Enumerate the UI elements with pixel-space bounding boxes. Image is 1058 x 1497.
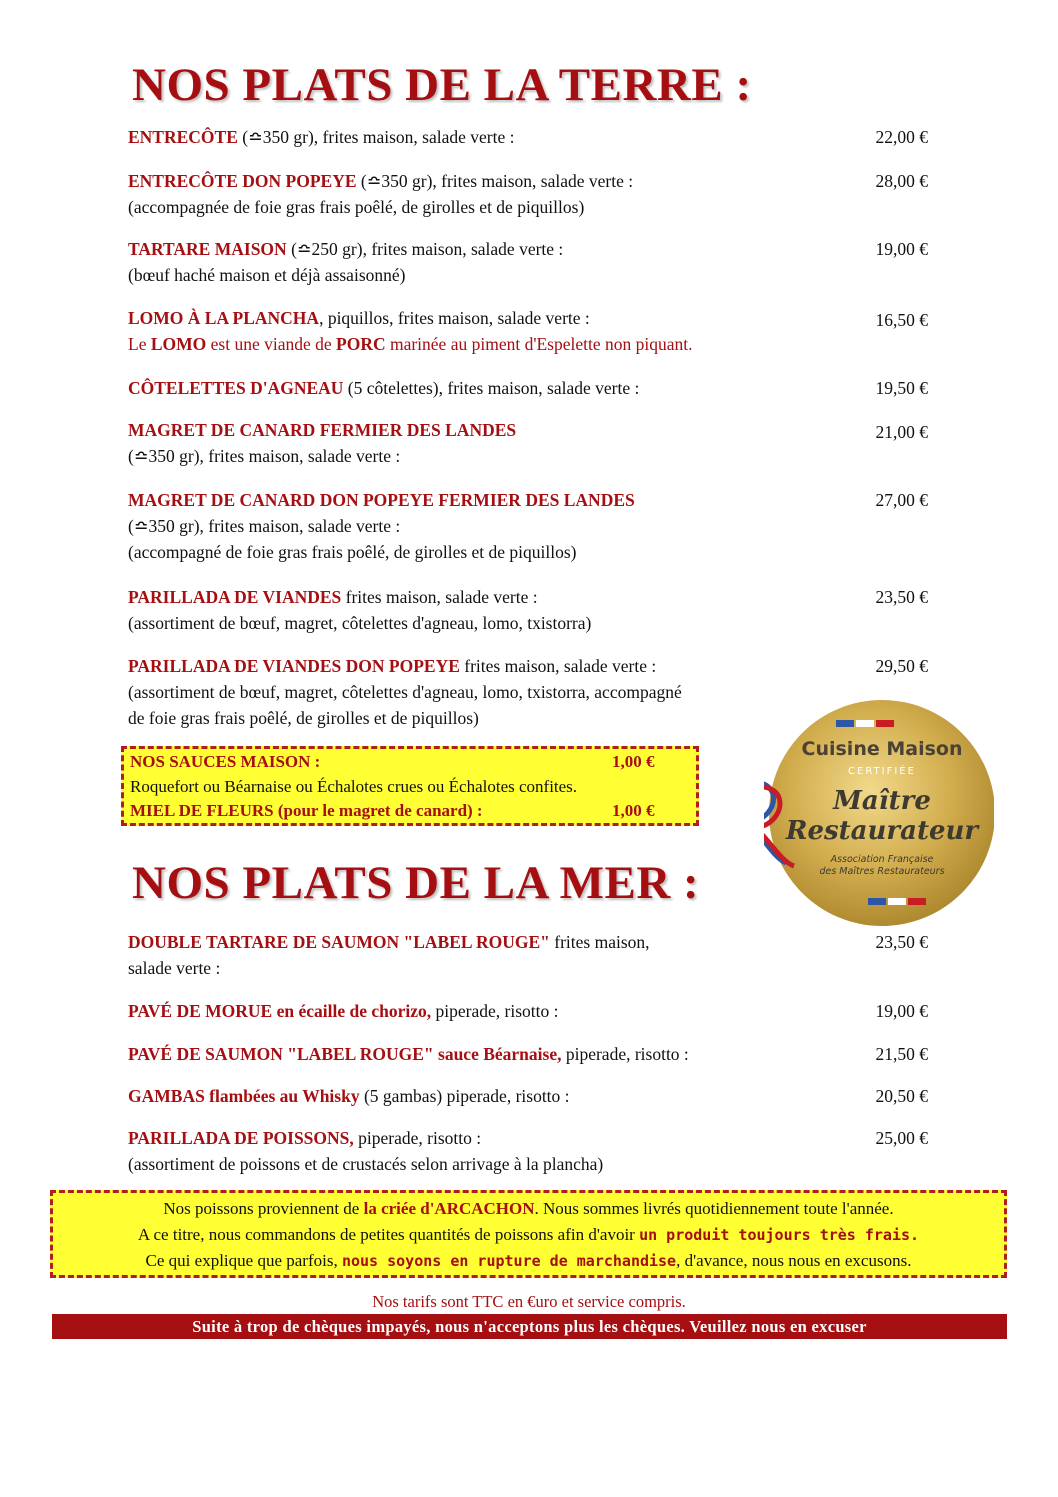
dish-name: TARTARE MAISON [128, 239, 287, 259]
dish-desc: (≏250 gr), frites maison, salade verte : [286, 239, 564, 259]
tarifs-note: Nos tarifs sont TTC en €uro et service compris. [372, 1292, 686, 1311]
sauces-list: Roquefort ou Béarnaise ou Échalotes crues ou Échalotes confites. [130, 777, 578, 796]
dish-detail: (assortiment de poissons et de crustacés selon arrivage à la plancha) [128, 1154, 604, 1174]
menu-item [128, 305, 828, 357]
dish-desc: , piquillos, frites maison, salade verte : [319, 308, 590, 328]
menu-item [128, 417, 828, 469]
dish-detail: (accompagné de foie gras frais poêlé, de girolles et de piquillos) [128, 542, 577, 562]
sauces-box [121, 746, 699, 826]
dish-name: CÔTELETTES D'AGNEAU [128, 378, 344, 398]
dish-detail: (≏350 gr), frites maison, salade verte : [128, 516, 401, 536]
dish-price: 27,00 € [875, 490, 928, 510]
fish-note-line: Ce qui explique que parfois, nous soyons en rupture de marchandise, d'avance, nous nous en excusons. [145, 1251, 912, 1270]
fish-note-line: Nos poissons proviennent de la criée d'ARCACHON. Nous sommes livrés quotidiennement toute l'année. [163, 1199, 894, 1218]
maitre-restaurateur-badge [764, 698, 994, 928]
dish-name: PARILLADA DE VIANDES [128, 587, 342, 607]
dish-desc: (5 gambas) piperade, risotto : [359, 1086, 570, 1106]
dish-desc: piperade, risotto : [353, 1128, 482, 1148]
dish-name: PARILLADA DE VIANDES DON POPEYE [128, 656, 460, 676]
badge-line5: Association Française [830, 854, 934, 865]
dish-detail: salade verte : [128, 958, 221, 978]
dish-name: GAMBAS flambées au Whisky [128, 1086, 360, 1106]
dish-name: ENTRECÔTE [128, 127, 238, 147]
dish-price: 19,00 € [875, 239, 928, 259]
dish-price: 23,50 € [875, 587, 928, 607]
miel-label: MIEL DE FLEURS (pour le magret de canard) : [130, 801, 483, 820]
dish-name: LOMO À LA PLANCHA [128, 308, 320, 328]
dish-detail: (assortiment de bœuf, magret, côtelettes d'agneau, lomo, txistorra) [128, 613, 592, 633]
dish-desc: piperade, risotto : [431, 1001, 559, 1021]
dish-note: Le LOMO est une viande de PORC marinée au piment d'Espelette non piquant. [128, 334, 693, 354]
menu-item [128, 124, 828, 150]
dish-desc: (5 côtelettes), frites maison, salade verte : [343, 378, 640, 398]
dish-detail: (accompagnée de foie gras frais poêlé, de girolles et de piquillos) [128, 197, 585, 217]
dish-price: 28,00 € [875, 171, 928, 191]
dish-detail: (bœuf haché maison et déjà assaisonné) [128, 265, 406, 285]
sauces-price: 1,00 € [612, 752, 655, 771]
dish-desc: (≏350 gr), frites maison, salade verte : [237, 127, 515, 147]
dish-price: 23,50 € [875, 932, 928, 952]
miel-price: 1,00 € [612, 801, 655, 820]
badge-line2: CERTIFIÉE [848, 766, 916, 777]
menu-item [128, 375, 828, 401]
menu-item [128, 929, 828, 981]
menu-item [128, 1125, 828, 1177]
section-title-terre: NOS PLATS DE LA TERRE : [132, 59, 752, 111]
fish-note-line: A ce titre, nous commandons de petites quantités de poissons afin d'avoir un produit toujours très frais. [137, 1225, 920, 1244]
dish-detail: (≏350 gr), frites maison, salade verte : [128, 446, 401, 466]
dish-price: 19,50 € [875, 378, 928, 398]
dish-name: MAGRET DE CANARD DON POPEYE FERMIER DES LANDES [128, 490, 635, 510]
sauces-label: NOS SAUCES MAISON : [130, 752, 321, 771]
dish-name: MAGRET DE CANARD FERMIER DES LANDES [128, 420, 517, 440]
dish-price: 16,50 € [875, 310, 928, 330]
dish-detail: (assortiment de bœuf, magret, côtelettes d'agneau, lomo, txistorra, accompagné [128, 682, 682, 702]
menu-item [128, 998, 828, 1024]
dish-name: PAVÉ DE SAUMON "LABEL ROUGE" sauce Béarnaise, [128, 1044, 562, 1064]
dish-name: DOUBLE TARTARE DE SAUMON "LABEL ROUGE" [128, 932, 550, 952]
dish-price: 21,00 € [875, 422, 928, 442]
dish-price: 25,00 € [875, 1128, 928, 1148]
menu-item [128, 653, 828, 731]
fish-note-box [50, 1190, 1007, 1278]
dish-desc: frites maison, salade verte : [459, 656, 657, 676]
dish-desc: (≏350 gr), frites maison, salade verte : [356, 171, 634, 191]
dish-desc: frites maison, [549, 932, 650, 952]
dish-price: 21,50 € [875, 1044, 928, 1064]
menu-item [128, 1041, 828, 1067]
badge-line3: Maître [833, 786, 931, 816]
badge-line6: des Maîtres Restaurateurs [819, 866, 945, 877]
dish-price: 20,50 € [875, 1086, 928, 1106]
dish-price: 29,50 € [875, 656, 928, 676]
dish-name: PARILLADA DE POISSONS, [128, 1128, 354, 1148]
dish-detail: de foie gras frais poêlé, de girolles et de piquillos) [128, 708, 479, 728]
menu-item [128, 236, 828, 288]
section-title-mer: NOS PLATS DE LA MER : [132, 857, 700, 909]
dish-desc: piperade, risotto : [561, 1044, 689, 1064]
menu-item [128, 168, 828, 220]
menu-item [128, 1083, 828, 1109]
dish-name: PAVÉ DE MORUE en écaille de chorizo, [128, 1001, 432, 1021]
cheques-banner: Suite à trop de chèques impayés, nous n'acceptons plus les chèques. Veuillez nous en excuser [52, 1314, 1007, 1339]
menu-item [128, 584, 828, 636]
dish-price: 22,00 € [875, 127, 928, 147]
menu-item [128, 487, 828, 565]
dish-name: ENTRECÔTE DON POPEYE [128, 171, 357, 191]
dish-desc: frites maison, salade verte : [341, 587, 538, 607]
dish-price: 19,00 € [875, 1001, 928, 1021]
badge-line4: Restaurateur [785, 816, 979, 846]
badge-line1: Cuisine Maison [801, 738, 963, 760]
